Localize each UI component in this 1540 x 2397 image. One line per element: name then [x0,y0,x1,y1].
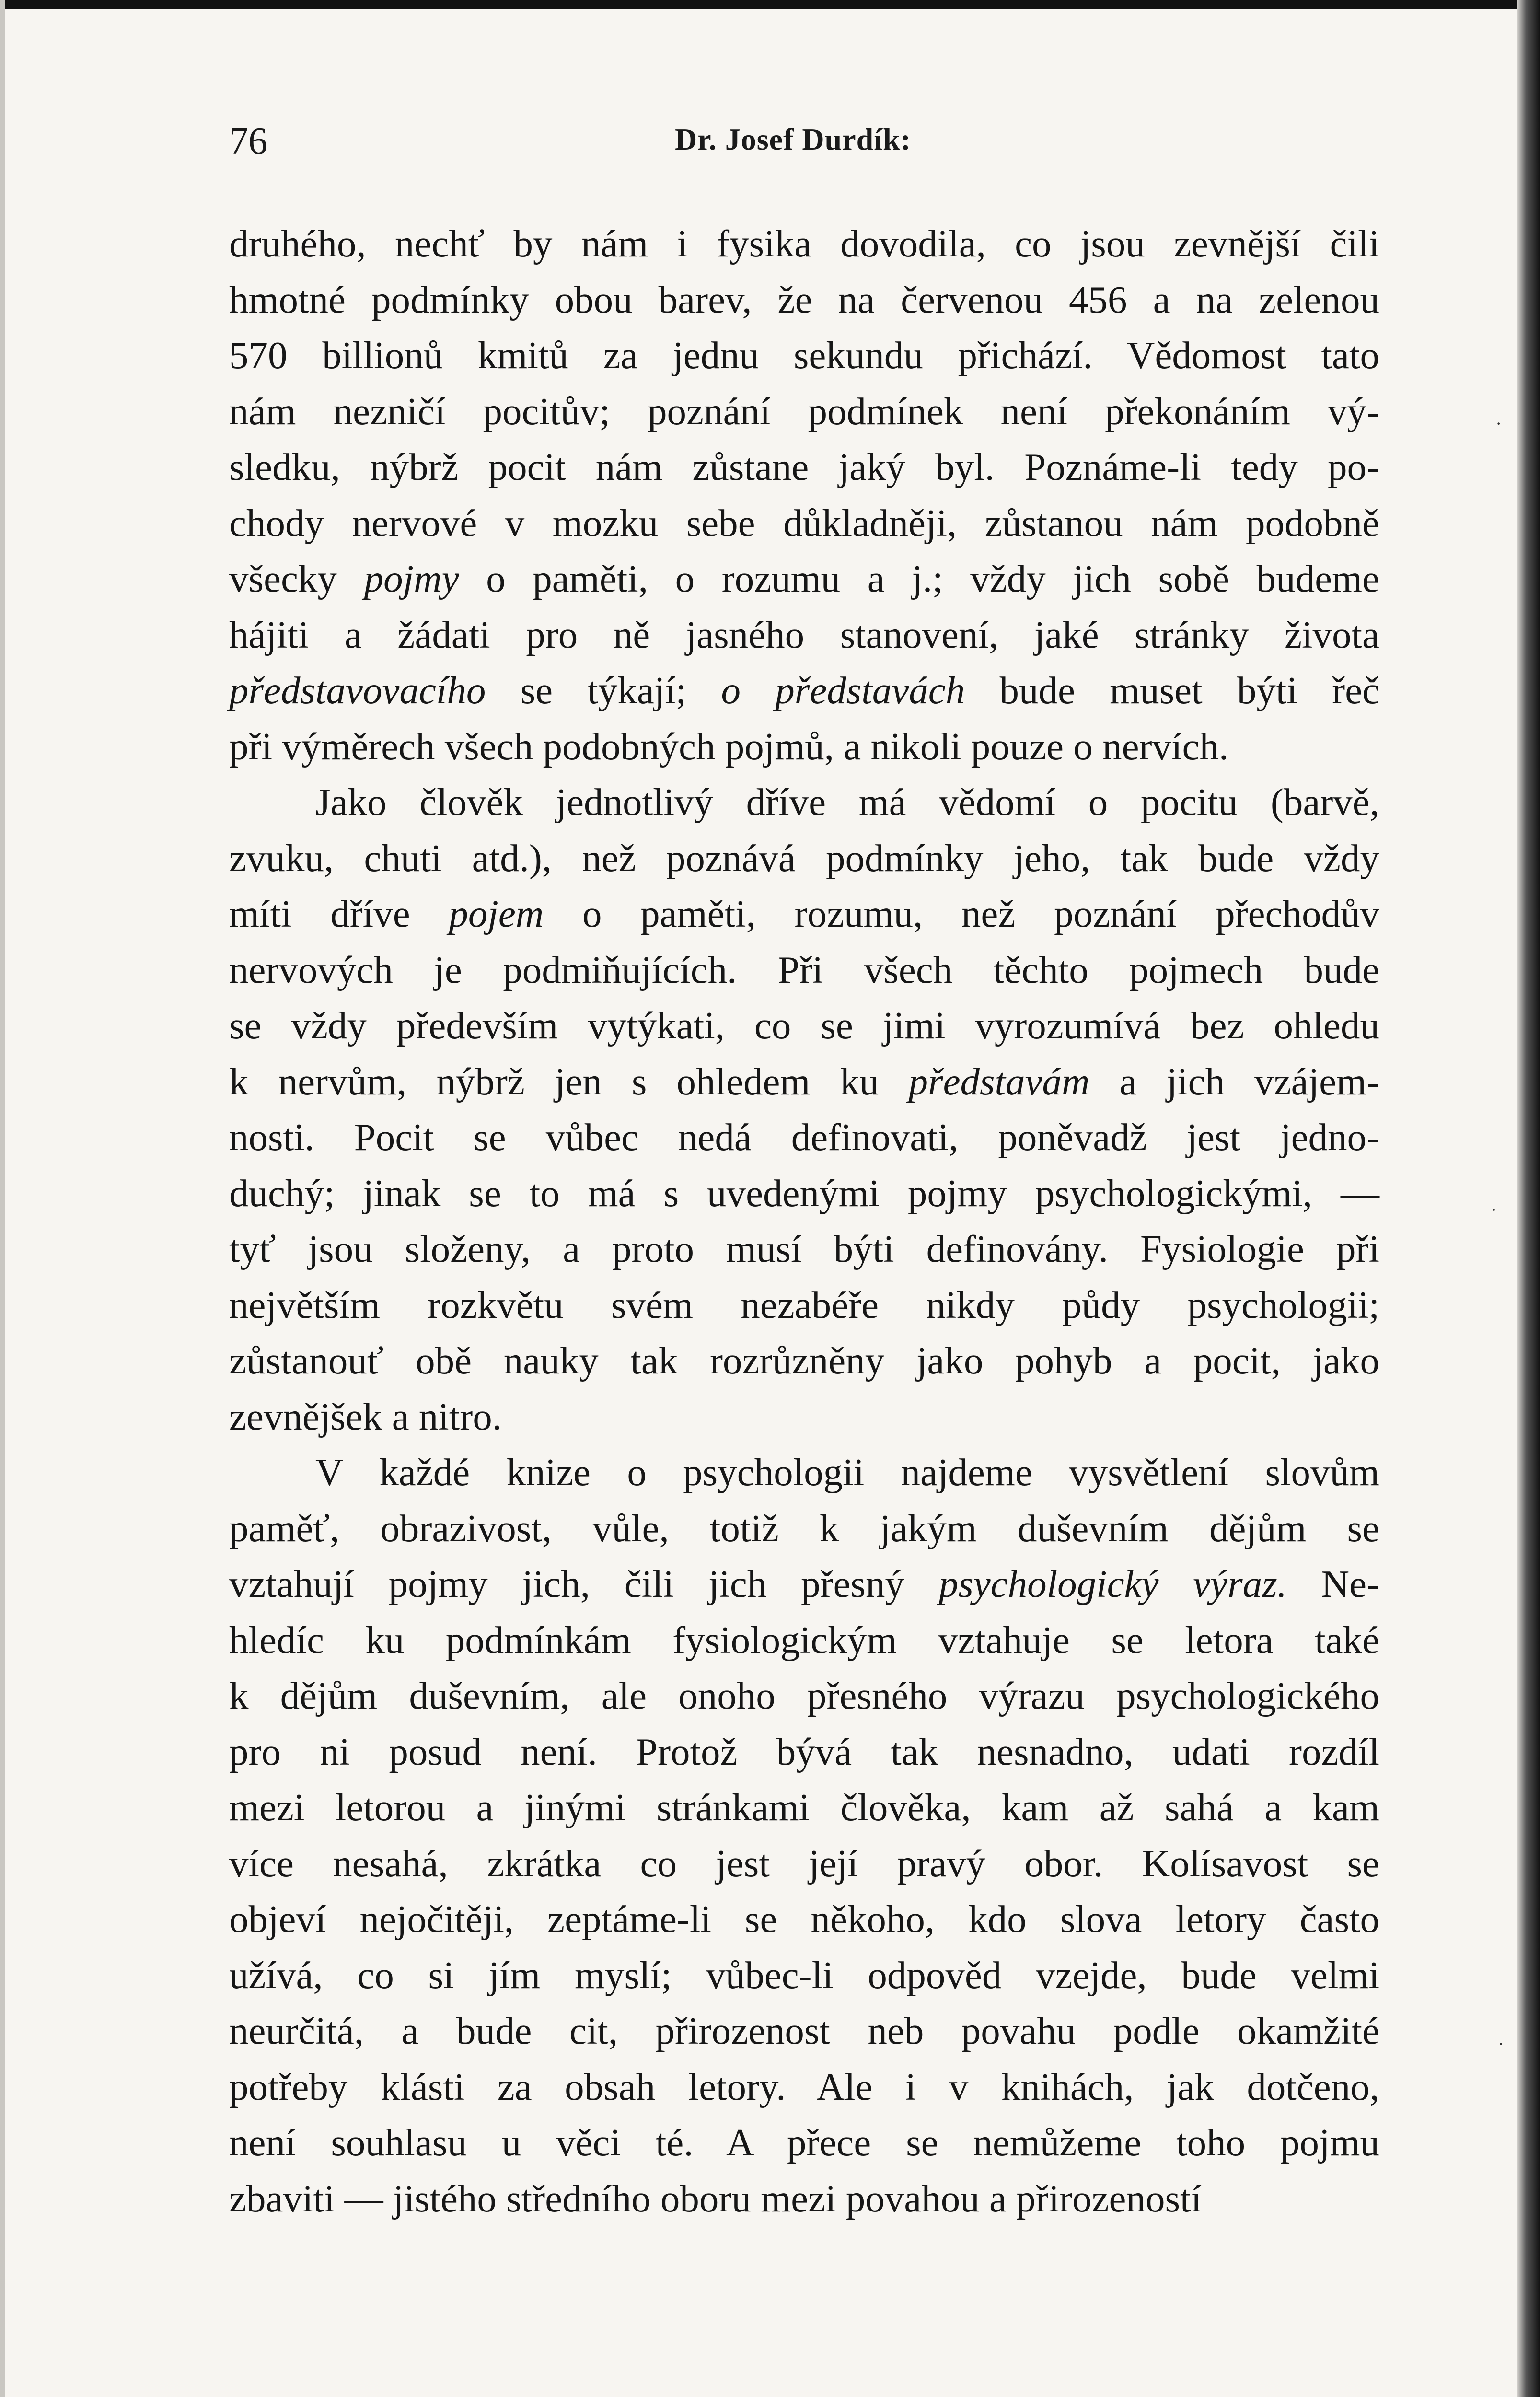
text-line [229,1221,1379,1277]
text-segment: Jako člověk jednotlivý dříve má vědomí o pocitu (barvě, [315,780,1379,824]
emphasized-term: představovacího [229,669,486,712]
text-line [229,2115,1379,2171]
text-line [229,1444,1379,1501]
text-segment: k dějům duševním, ale onoho přesného výrazu psychologického [229,1674,1379,1717]
text-line [229,439,1379,495]
text-segment: druhého, nechť by nám i fysika dovodila, co jsou zevnější čili [229,222,1379,265]
text-line [229,607,1379,663]
text-line [229,1333,1379,1389]
text-segment: chody nervové v mozku sebe důkladněji, zůstanou nám podobně [229,501,1379,545]
text-line [229,1556,1379,1612]
text-segment: Ne- [1286,1562,1379,1606]
text-segment: V každé knize o psychologii najdeme vysvětlení slovům [315,1451,1379,1494]
text-segment: hledíc ku podmínkám fysiologickým vztahuje se letora také [229,1618,1379,1662]
text-line [229,327,1379,384]
emphasized-term: o představách [721,669,965,712]
emphasized-term: psychologický výraz. [938,1562,1287,1606]
text-line [229,495,1379,551]
text-segment: zvuku, chuti atd.), než poznává podmínky jeho, tak bude vždy [229,836,1379,880]
text-line [229,1389,1379,1445]
text-segment: vztahují pojmy jich, čili jich přesný [229,1562,939,1606]
text-segment: zbaviti — jistého středního oboru mezi povahou a přirozeností [229,2176,1202,2220]
text-line [229,1891,1379,1947]
emphasized-term: pojmy [364,557,459,600]
scan-edge-left [0,0,5,2397]
text-line [229,886,1379,942]
text-segment: při výměrech všech podobných pojmů, a nikoli pouze o nervích. [229,724,1229,768]
body-text [229,216,1379,2226]
text-segment: mezi letorou a jinými stránkami člověka, kam až sahá a kam [229,1786,1379,1829]
text-line [229,2171,1379,2227]
page-number: 76 [229,120,267,163]
text-segment: hájiti a žádati pro ně jasného stanovení, jaké stránky života [229,613,1379,656]
scan-edge-right [1517,0,1540,2397]
text-segment: k nervům, nýbrž jen s ohledem ku [229,1059,909,1103]
text-line [229,2059,1379,2115]
text-line [229,663,1379,719]
text-line [229,998,1379,1054]
text-line [229,830,1379,886]
text-line [229,1109,1379,1165]
text-segment: tyť jsou složeny, a proto musí býti definovány. Fysiologie při [229,1227,1379,1270]
text-line [229,1947,1379,2003]
running-head [229,115,1379,173]
scan-edge-top [0,0,1540,9]
text-segment: zůstanouť obě nauky tak rozrůzněny jako pohyb a pocit, jako [229,1339,1379,1382]
text-line [229,774,1379,830]
running-title: Dr. Josef Durdík: [675,122,911,156]
text-segment: duchý; jinak se to má s uvedenými pojmy psychologickými, — [229,1171,1379,1215]
text-line [229,1501,1379,1557]
text-segment: nosti. Pocit se vůbec nedá definovati, poněvadž jest jedno- [229,1116,1379,1159]
margin-speck: · [1491,1199,1497,1221]
text-segment: více nesahá, zkrátka co jest její pravý obor. Kolísavost se [229,1841,1379,1885]
text-segment: a jich vzájem- [1089,1059,1380,1103]
text-segment: objeví nejočitěji, zeptáme-li se někoho, kdo slova letory často [229,1897,1379,1941]
text-line [229,2003,1379,2059]
text-line [229,1836,1379,1892]
text-line [229,1165,1379,1222]
text-segment: nám nezničí pocitův; poznání podmínek není překonáním vý- [229,389,1379,433]
text-segment: se vždy především vytýkati, co se jimi vyrozumívá bez ohledu [229,1004,1379,1047]
text-segment: pro ni posud není. Protož bývá tak nesnadno, udati rozdíl [229,1730,1379,1773]
text-segment: zevnějšek a nitro. [229,1395,502,1438]
text-line [229,1780,1379,1836]
text-segment: 570 billionů kmitů za jednu sekundu přichází. Vědomost tato [229,334,1379,377]
text-line [229,1668,1379,1724]
text-segment: užívá, co si jím myslí; vůbec-li odpověd vzejde, bude velmi [229,1953,1379,1997]
text-segment: není souhlasu u věci té. A přece se nemůžeme toho pojmu [229,2121,1379,2164]
text-segment: nervových je podmiňujících. Při všech těchto pojmech bude [229,948,1379,991]
text-segment: hmotné podmínky obou barev, že na červenou 456 a na zelenou [229,278,1379,321]
margin-speck: · [1498,2033,1505,2055]
text-line [229,719,1379,775]
text-line [229,384,1379,440]
text-segment: neurčitá, a bude cit, přirozenost neb povahu podle okamžité [229,2009,1379,2052]
text-line [229,1277,1379,1333]
text-line [229,1054,1379,1110]
text-line [229,942,1379,998]
text-segment: míti dříve [229,892,449,935]
text-line [229,216,1379,272]
emphasized-term: představám [908,1059,1090,1103]
text-segment: bude muset býti řeč [965,669,1379,712]
text-segment: paměť, obrazivost, vůle, totiž k jakým duševním dějům se [229,1506,1379,1550]
text-segment: o paměti, o rozumu a j.; vždy jich sobě budeme [459,557,1379,600]
text-segment: potřeby klásti za obsah letory. Ale i v knihách, jak dotčeno, [229,2065,1379,2108]
margin-speck: · [1495,413,1502,434]
text-segment: se týkají; [486,669,721,712]
text-segment: o paměti, rozumu, než poznání přechodův [544,892,1379,935]
text-segment: všecky [229,557,364,600]
text-line [229,272,1379,328]
emphasized-term: pojem [449,892,544,935]
text-line [229,1724,1379,1780]
text-segment: sledku, nýbrž pocit nám zůstane jaký byl. Poznáme-li tedy po- [229,445,1379,489]
text-segment: největším rozkvětu svém nezabéře nikdy půdy psychologii; [229,1283,1379,1326]
text-line [229,1612,1379,1668]
text-line [229,551,1379,607]
